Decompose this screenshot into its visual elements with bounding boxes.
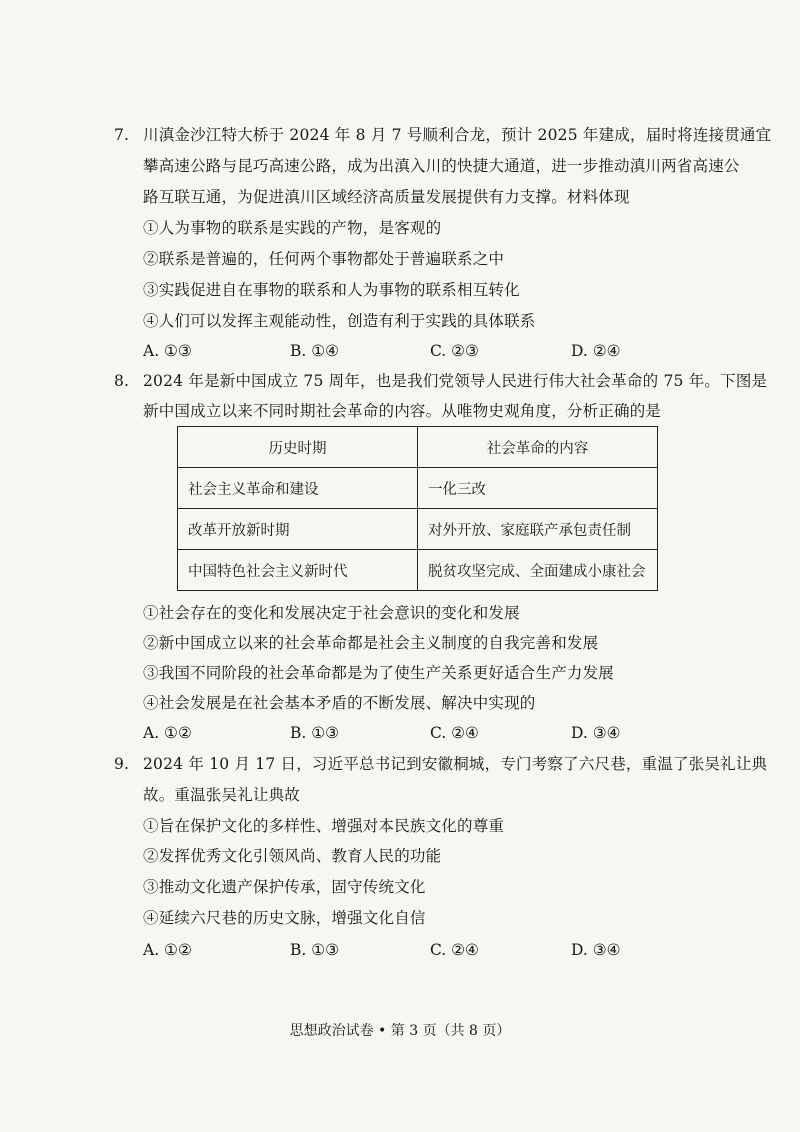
question-number: 7.	[114, 126, 130, 144]
question-7-stem-line-3: 路互联互通，为促进滇川区域经济高质量发展提供有力支撑。材料体现	[143, 188, 630, 206]
option-d[interactable]: D. ③④	[571, 941, 621, 959]
option-c[interactable]: C. ②④	[430, 941, 479, 959]
option-b[interactable]: B. ①④	[290, 342, 340, 360]
option-a[interactable]: A. ①②	[143, 941, 192, 959]
answer-options	[143, 723, 663, 743]
table-cell-period: 社会主义革命和建设	[178, 468, 418, 509]
statement-4: ④延续六尺巷的历史文脉，增强文化自信	[143, 909, 426, 927]
table-cell-content: 对外开放、家庭联产承包责任制	[418, 509, 658, 550]
question-number: 8.	[114, 372, 130, 390]
statement-2: ②新中国成立以来的社会革命都是社会主义制度的自我完善和发展	[143, 634, 599, 652]
question-8-stem-line-2: 新中国成立以来不同时期社会革命的内容。从唯物史观角度，分析正确的是	[143, 402, 662, 420]
answer-options	[143, 341, 663, 361]
question-8-stem-line-1: 8. 2024 年是新中国成立 75 周年，也是我们党领导人民进行伟大社会革命的 75 年。下图是	[114, 372, 768, 390]
statement-4: ④人们可以发挥主观能动性，创造有利于实践的具体联系	[143, 312, 536, 330]
table-cell-content: 一化三改	[418, 468, 658, 509]
option-b[interactable]: B. ①③	[290, 724, 340, 742]
table-row	[178, 468, 658, 509]
option-d[interactable]: D. ②④	[571, 342, 621, 360]
statement-2: ②联系是普遍的，任何两个事物都处于普遍联系之中	[143, 250, 505, 268]
option-d[interactable]: D. ③④	[571, 724, 621, 742]
answer-options	[143, 940, 663, 960]
option-a[interactable]: A. ①③	[143, 342, 192, 360]
question-9-stem-line-1: 9. 2024 年 10 月 17 日，习近平总书记到安徽桐城，专门考察了六尺巷，重温了张吴礼让典	[114, 755, 768, 773]
page-footer: 思想政治试卷 • 第 3 页（共 8 页）	[289, 1023, 511, 1039]
option-c[interactable]: C. ②④	[430, 724, 479, 742]
table-cell-content: 脱贫攻坚完成、全面建成小康社会	[418, 550, 658, 591]
question-number: 9.	[114, 755, 130, 773]
table-row	[178, 550, 658, 591]
question-9-stem-line-2: 故。重温张吴礼让典故	[143, 786, 301, 804]
option-a[interactable]: A. ①②	[143, 724, 192, 742]
table-header-period: 历史时期	[178, 427, 418, 468]
statement-3: ③推动文化遗产保护传承，固守传统文化	[143, 878, 426, 896]
statement-3: ③我国不同阶段的社会革命都是为了使生产关系更好适合生产力发展	[143, 664, 615, 682]
statement-1: ①人为事物的联系是实践的产物，是客观的	[143, 219, 442, 237]
table-header-row	[178, 427, 658, 468]
statement-4: ④社会发展是在社会基本矛盾的不断发展、解决中实现的	[143, 694, 536, 712]
option-b[interactable]: B. ①③	[290, 941, 340, 959]
table-cell-period: 改革开放新时期	[178, 509, 418, 550]
question-7-stem-line-1: 7. 川滇金沙江特大桥于 2024 年 8 月 7 号顺利合龙，预计 2025 年建成，届时将连接贯通宜	[114, 126, 772, 144]
social-revolution-table	[177, 426, 658, 591]
statement-2: ②发挥优秀文化引领风尚、教育人民的功能	[143, 847, 442, 865]
table-header-content: 社会革命的内容	[418, 427, 658, 468]
table-cell-period: 中国特色社会主义新时代	[178, 550, 418, 591]
option-c[interactable]: C. ②③	[430, 342, 479, 360]
statement-1: ①社会存在的变化和发展决定于社会意识的变化和发展	[143, 604, 520, 622]
question-7-stem-line-2: 攀高速公路与昆巧高速公路，成为出滇入川的快捷大通道，进一步推动滇川两省高速公	[143, 157, 740, 175]
statement-3: ③实践促进自在事物的联系和人为事物的联系相互转化	[143, 281, 520, 299]
table-row	[178, 509, 658, 550]
statement-1: ①旨在保护文化的多样性、增强对本民族文化的尊重	[143, 817, 505, 835]
